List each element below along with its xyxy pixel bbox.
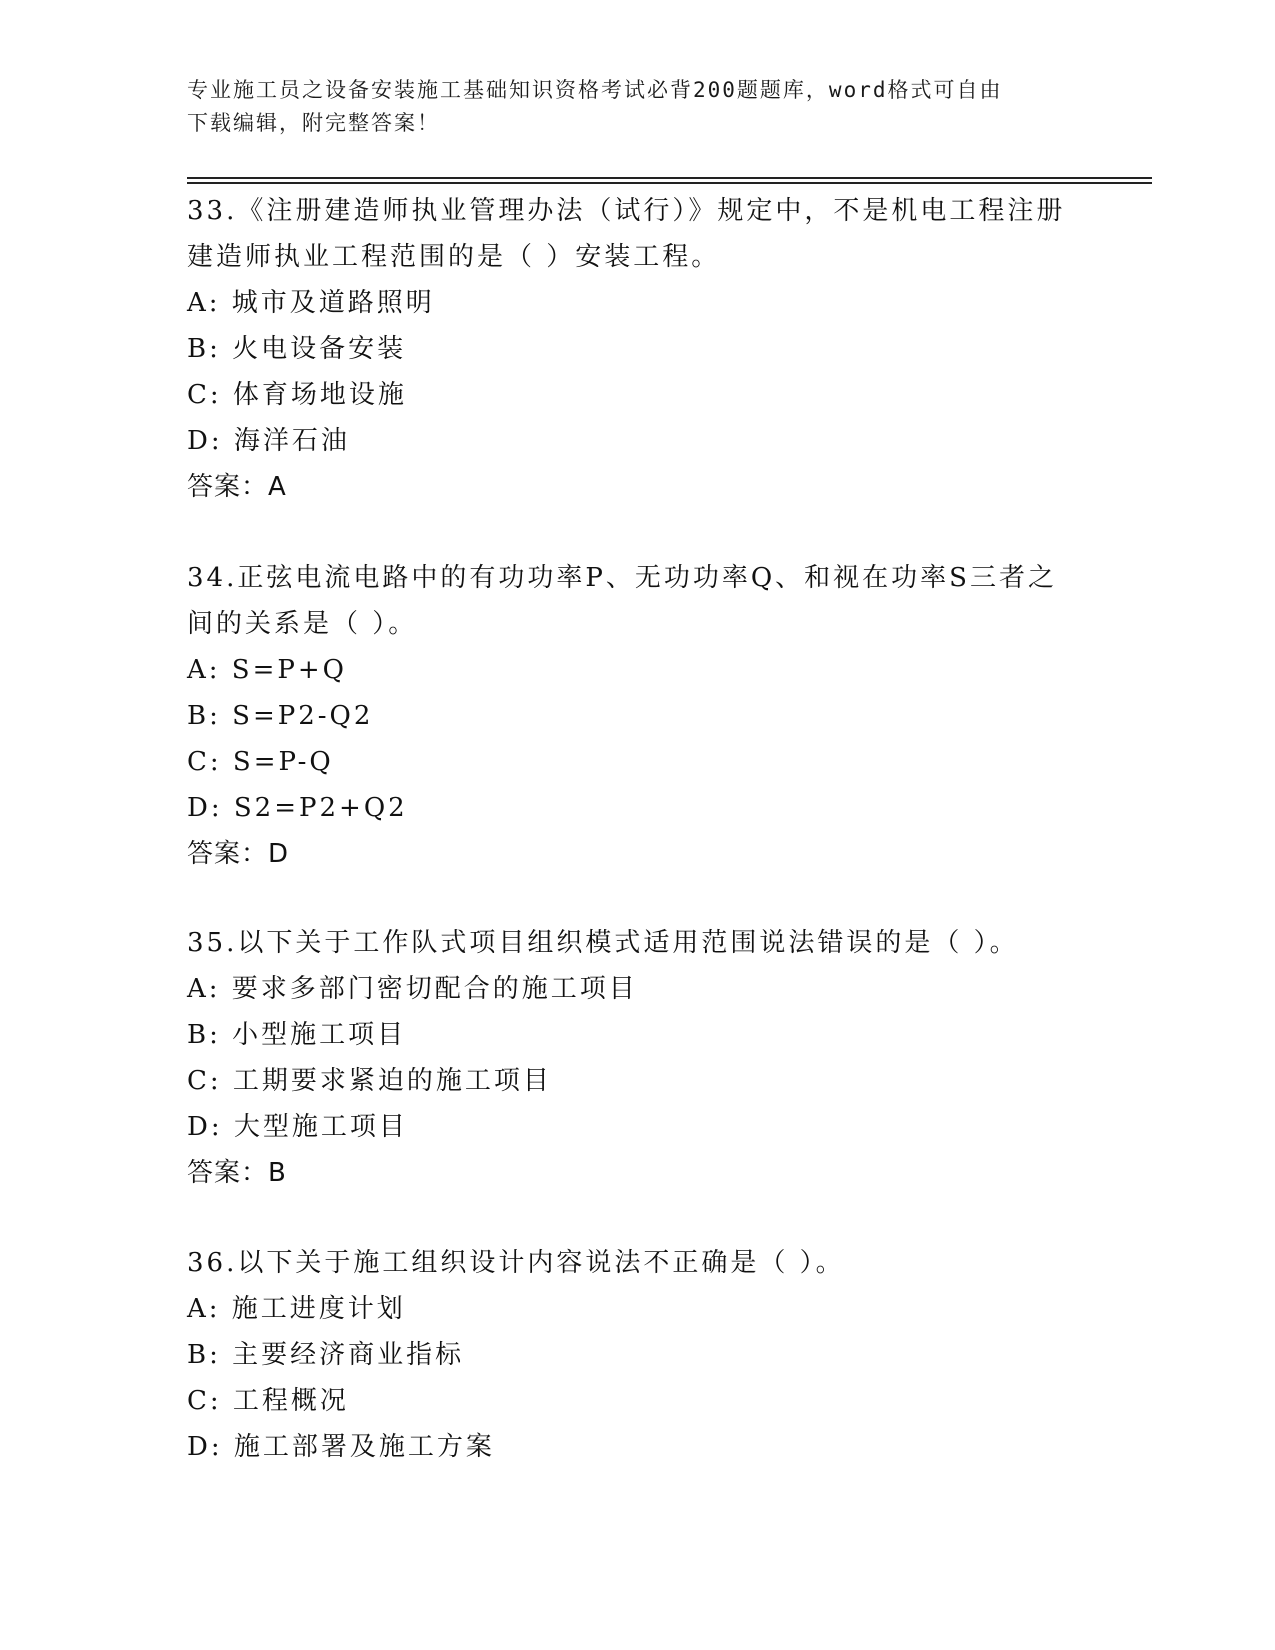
option-c: C: 工期要求紧迫的施工项目: [187, 1066, 552, 1096]
option-c: C: 体育场地设施: [187, 380, 407, 410]
option-d: D: 大型施工项目: [187, 1112, 408, 1142]
answer: 答案：A: [187, 472, 287, 502]
option-a: A: 施工进度计划: [187, 1294, 406, 1324]
document-header: [187, 74, 1067, 140]
answer: 答案：D: [187, 839, 290, 869]
option-b: B: S=P2-Q2: [187, 701, 374, 731]
option-a: A: 要求多部门密切配合的施工项目: [187, 974, 638, 1004]
question-35: [187, 920, 1087, 1196]
option-d: D: S2=P2+Q2: [187, 793, 408, 823]
option-b: B: 主要经济商业指标: [187, 1340, 465, 1370]
question-36: [187, 1240, 1087, 1470]
option-a: A: S=P+Q: [187, 655, 347, 685]
header-line-1: 专业施工员之设备安装施工基础知识资格考试必背200题题库，word格式可自由: [187, 78, 1003, 102]
option-c: C: 工程概况: [187, 1386, 349, 1416]
option-b: B: 火电设备安装: [187, 334, 407, 364]
question-stem-line-1: 33.《注册建造师执业管理办法（试行）》规定中，不是机电工程注册: [187, 196, 1066, 226]
option-c: C: S=P-Q: [187, 747, 334, 777]
answer: 答案：B: [187, 1158, 287, 1188]
question-stem-line-1: 35.以下关于工作队式项目组织模式适用范围说法错误的是（ ）。: [187, 928, 1019, 958]
header-divider-bottom: [187, 182, 1152, 184]
header-divider-top: [187, 177, 1152, 179]
question-stem-line-2: 建造师执业工程范围的是（ ）安装工程。: [187, 242, 721, 272]
question-stem-line-1: 34.正弦电流电路中的有功功率P、无功功率Q、和视在功率S三者之: [187, 563, 1057, 593]
question-stem-line-1: 36.以下关于施工组织设计内容说法不正确是（ ）。: [187, 1248, 845, 1278]
option-d: D: 海洋石油: [187, 426, 350, 456]
question-34: [187, 555, 1087, 877]
option-d: D: 施工部署及施工方案: [187, 1432, 495, 1462]
option-b: B: 小型施工项目: [187, 1020, 407, 1050]
question-stem-line-2: 间的关系是（ ）。: [187, 609, 418, 639]
question-33: [187, 188, 1087, 510]
header-line-2: 下载编辑，附完整答案！: [187, 111, 440, 135]
option-a: A: 城市及道路照明: [187, 288, 435, 318]
